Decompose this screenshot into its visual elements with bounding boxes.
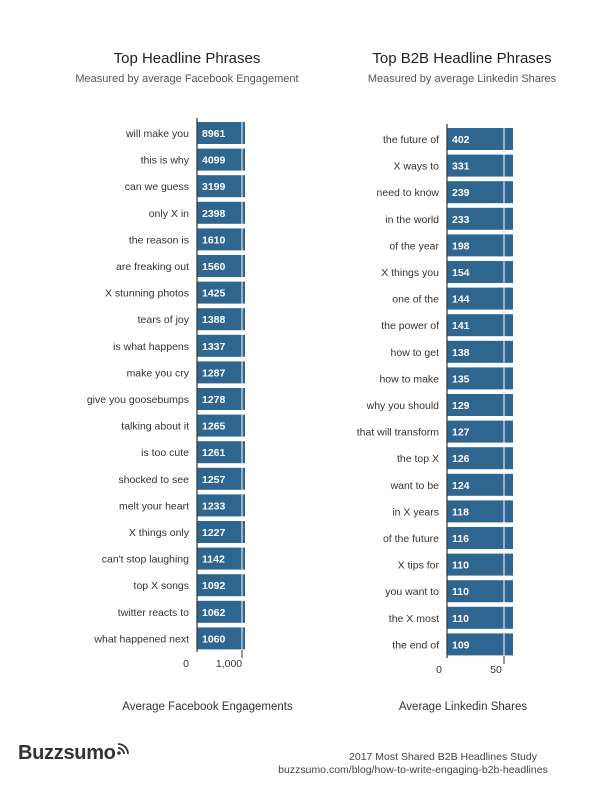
right-category-label-19: the X most xyxy=(388,612,439,625)
left-category-label-1: will make you xyxy=(125,128,189,140)
right-data-label-9: 138 xyxy=(452,346,470,359)
right-category-label-3: need to know xyxy=(376,187,439,200)
right-category-label-9: how to get xyxy=(390,346,439,359)
right-category-label-6: X things you xyxy=(381,267,439,279)
left-x-tick-label-1: 0 xyxy=(183,658,189,670)
left-category-label-9: is what happens xyxy=(113,340,189,353)
left-data-label-17: 1142 xyxy=(202,553,225,566)
right-data-label-2: 331 xyxy=(452,160,470,173)
right-category-label-11: why you should xyxy=(366,400,439,412)
footer-study-title: 2017 Most Shared B2B Headlines Study xyxy=(349,751,537,763)
right-category-label-17: X tips for xyxy=(397,559,439,572)
left-data-label-2: 4099 xyxy=(202,154,226,167)
right-chart-title: Top B2B Headline Phrases xyxy=(372,50,552,67)
left-x-tick-label-2: 1,000 xyxy=(215,658,243,670)
right-x-tick-label-2: 50 xyxy=(490,664,502,676)
signal-icon xyxy=(117,742,129,756)
right-category-label-20: the end of xyxy=(392,639,439,652)
right-category-label-7: one of the xyxy=(392,293,439,306)
left-data-label-12: 1265 xyxy=(202,420,226,433)
left-data-label-16: 1227 xyxy=(202,527,226,539)
right-category-label-4: in the world xyxy=(385,213,439,226)
right-category-label-8: the power of xyxy=(381,320,439,333)
left-data-label-13: 1261 xyxy=(202,447,226,460)
left-category-label-19: twitter reacts to xyxy=(117,606,189,619)
left-category-label-2: this is why xyxy=(140,154,189,167)
right-category-label-5: of the year xyxy=(389,240,439,253)
left-category-label-20: what happened next xyxy=(94,633,189,646)
right-data-label-20: 109 xyxy=(452,639,470,652)
right-data-label-10: 135 xyxy=(452,373,470,386)
footer-url[interactable]: buzzsumo.com/blog/how-to-write-engaging-b2b-headlines xyxy=(278,764,548,776)
logo-text: Buzzsumo xyxy=(18,742,116,764)
left-category-label-12: talking about it xyxy=(121,420,189,433)
left-category-label-17: can't stop laughing xyxy=(101,553,189,566)
left-data-label-5: 1610 xyxy=(202,234,226,247)
left-category-label-8: tears of joy xyxy=(137,314,189,327)
right-x-axis-title: Average Linkedin Shares xyxy=(398,701,528,713)
right-chart-subtitle: Measured by average Linkedin Shares xyxy=(367,73,557,85)
left-x-axis-title: Average Facebook Engagements xyxy=(122,701,293,713)
left-data-label-19: 1062 xyxy=(202,606,226,619)
right-category-label-15: in X years xyxy=(392,506,439,519)
left-category-label-14: shocked to see xyxy=(118,473,189,486)
right-category-label-1: the future of xyxy=(382,134,439,146)
right-category-label-16: of the future xyxy=(382,533,439,545)
left-data-label-14: 1257 xyxy=(202,473,226,486)
left-data-label-9: 1337 xyxy=(202,340,226,353)
left-data-label-18: 1092 xyxy=(202,580,226,593)
left-category-label-13: is too cute xyxy=(141,447,189,460)
right-category-label-18: you want to xyxy=(385,586,439,599)
right-category-label-10: how to make xyxy=(379,373,439,386)
left-chart-subtitle: Measured by average Facebook Engagement xyxy=(75,73,299,85)
right-category-label-13: the top X xyxy=(396,453,439,466)
left-data-label-4: 2398 xyxy=(202,207,226,220)
left-data-label-20: 1060 xyxy=(202,633,226,646)
right-data-label-3: 239 xyxy=(452,187,470,200)
right-x-tick-label-1: 0 xyxy=(436,664,442,676)
right-data-label-11: 129 xyxy=(452,400,470,412)
left-category-label-11: give you goosebumps xyxy=(86,394,189,406)
right-data-label-8: 141 xyxy=(452,320,470,333)
left-data-label-15: 1233 xyxy=(202,500,226,513)
left-data-label-3: 3199 xyxy=(202,181,226,194)
left-category-label-15: melt your heart xyxy=(118,500,189,513)
right-category-label-14: want to be xyxy=(390,479,439,492)
left-category-label-16: X things only xyxy=(128,527,189,539)
right-category-label-12: that will transform xyxy=(356,426,439,439)
left-data-label-11: 1278 xyxy=(202,394,226,406)
right-data-label-7: 144 xyxy=(452,293,470,306)
right-data-label-6: 154 xyxy=(452,267,470,279)
right-data-label-18: 110 xyxy=(452,586,469,599)
right-category-label-2: X ways to xyxy=(393,160,439,173)
buzzsumo-logo xyxy=(18,742,129,765)
left-data-label-7: 1425 xyxy=(202,287,226,300)
right-data-label-13: 126 xyxy=(452,453,470,466)
right-data-label-1: 402 xyxy=(452,134,470,146)
left-category-label-10: make you cry xyxy=(126,367,189,380)
left-category-label-5: the reason is xyxy=(128,234,189,247)
left-category-label-7: X stunning photos xyxy=(104,287,189,300)
left-category-label-6: are freaking out xyxy=(116,261,189,273)
right-data-label-19: 110 xyxy=(452,612,469,625)
left-category-label-18: top X songs xyxy=(133,580,189,593)
right-data-label-5: 198 xyxy=(452,240,470,253)
right-data-label-4: 233 xyxy=(452,213,470,226)
left-chart-title: Top Headline Phrases xyxy=(113,50,261,67)
left-data-label-1: 8961 xyxy=(202,128,226,140)
right-data-label-12: 127 xyxy=(452,426,470,439)
right-data-label-16: 116 xyxy=(452,533,469,545)
right-data-label-17: 110 xyxy=(452,559,469,572)
right-data-label-14: 124 xyxy=(452,479,470,492)
right-data-label-15: 118 xyxy=(452,506,469,519)
left-category-label-3: can we guess xyxy=(124,181,189,194)
left-data-label-6: 1560 xyxy=(202,261,226,273)
left-data-label-8: 1388 xyxy=(202,314,226,327)
left-category-label-4: only X in xyxy=(148,207,189,220)
left-data-label-10: 1287 xyxy=(202,367,226,380)
